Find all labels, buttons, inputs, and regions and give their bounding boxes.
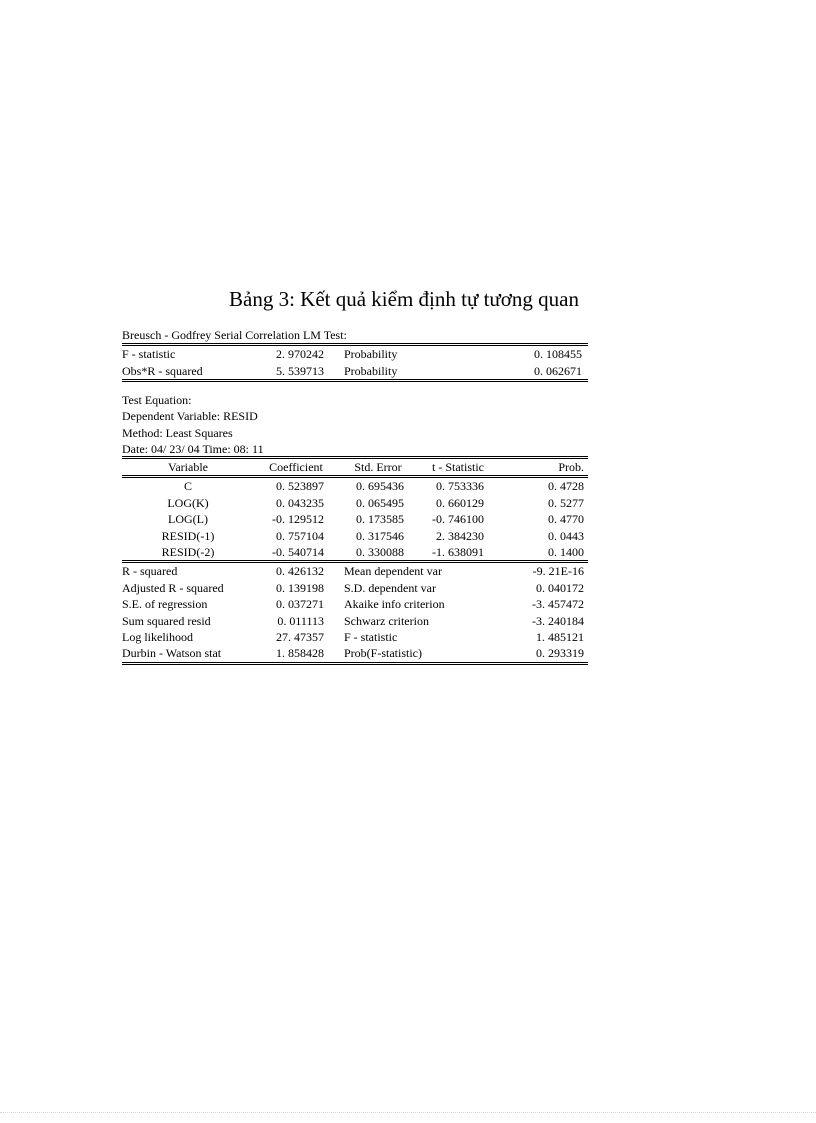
page-edge-divider — [0, 1112, 816, 1113]
table-cell: 0. 4728 — [548, 479, 584, 494]
table-cell: 0. 523897 — [276, 479, 324, 494]
table-row — [122, 528, 588, 544]
table-cell: 2. 384230 — [436, 528, 484, 543]
stat-value: 0. 293319 — [536, 646, 584, 661]
table-row — [122, 580, 588, 596]
stat-value: 2. 970242 — [276, 347, 324, 362]
stat-value: 0. 011113 — [277, 613, 324, 628]
variable-name: LOG(L) — [168, 512, 208, 527]
stat-label: Prob(F-statistic) — [344, 646, 422, 661]
regression-stats — [122, 563, 588, 661]
table-row — [122, 544, 588, 560]
stat-value: 0. 426132 — [276, 564, 324, 579]
table-row — [122, 346, 588, 362]
equation-line: Test Equation: — [122, 393, 192, 407]
stat-value: -3. 240184 — [532, 613, 584, 628]
lm-test-block — [122, 327, 588, 382]
table-row — [122, 363, 588, 379]
table-row — [122, 478, 588, 494]
table-title: Bảng 3: Kết quả kiểm định tự tương quan — [229, 287, 579, 311]
table-cell: 0. 4770 — [548, 512, 584, 527]
stat-value: 5. 539713 — [276, 363, 324, 378]
coefficient-table — [122, 456, 588, 665]
stat-label: Log likelihood — [122, 629, 193, 644]
prob-label: Probability — [344, 363, 398, 378]
table-cell: 0. 1400 — [548, 544, 584, 559]
table-cell: 0. 660129 — [436, 495, 484, 510]
stat-label: Sum squared resid — [122, 613, 211, 628]
equation-line: Dependent Variable: RESID — [122, 409, 258, 424]
column-header: Std. Error — [354, 460, 402, 474]
table-row — [122, 596, 588, 612]
stat-label: F - statistic — [122, 347, 176, 362]
equation-info — [122, 392, 588, 458]
variable-name: LOG(K) — [167, 495, 209, 510]
table-row — [122, 495, 588, 511]
stat-value: 0. 037271 — [276, 597, 324, 612]
table-cell: -0. 746100 — [432, 512, 484, 527]
table-cell: 0. 757104 — [276, 528, 324, 543]
table-cell: -1. 638091 — [432, 544, 484, 559]
stat-value: 27. 47357 — [276, 629, 324, 644]
table-row — [122, 563, 588, 579]
table-cell: 0. 065495 — [356, 495, 404, 510]
variable-name: RESID(-1) — [161, 528, 215, 543]
stat-label: S.D. dependent var — [344, 580, 436, 595]
table-cell: 0. 043235 — [276, 495, 324, 510]
table-cell: 0. 695436 — [356, 479, 404, 494]
table-row — [122, 629, 588, 645]
table-cell: 0. 0443 — [548, 528, 584, 543]
variable-name: C — [183, 479, 192, 494]
prob-value: 0. 108455 — [534, 347, 582, 362]
stat-label: Akaike info criterion — [344, 597, 445, 612]
stat-label: Obs*R - squared — [122, 363, 203, 378]
lm-test-heading: Breusch - Godfrey Serial Correlation LM Test: — [122, 328, 347, 342]
stat-label: Durbin - Watson stat — [122, 646, 222, 661]
table-cell: 0. 5277 — [548, 495, 584, 510]
table-cell: 0. 330088 — [356, 544, 404, 559]
table-cell: 0. 173585 — [356, 512, 404, 527]
table-row — [122, 511, 588, 527]
coefficient-rows — [122, 478, 588, 560]
table-cell: -0. 129512 — [272, 512, 324, 527]
stat-value: 0. 139198 — [276, 580, 324, 595]
stat-label: R - squared — [122, 564, 178, 579]
prob-value: 0. 062671 — [534, 363, 582, 378]
stat-label: Mean dependent var — [344, 564, 442, 579]
prob-label: Probability — [344, 347, 398, 362]
stat-label: F - statistic — [344, 629, 398, 644]
table-cell: 0. 317546 — [356, 528, 404, 543]
stat-label: Schwarz criterion — [344, 613, 429, 628]
column-header: Coefficient — [269, 460, 323, 474]
stat-value: -3. 457472 — [532, 597, 584, 612]
stat-value: 0. 040172 — [536, 580, 584, 595]
stat-label: S.E. of regression — [122, 597, 208, 612]
variable-name: RESID(-2) — [161, 544, 215, 559]
stat-label: Adjusted R - squared — [122, 580, 224, 595]
table-cell: -0. 540714 — [272, 544, 324, 559]
column-header: Prob. — [558, 460, 584, 474]
column-header: Variable — [168, 460, 208, 474]
table-row — [122, 613, 588, 629]
stat-value: -9. 21E-16 — [532, 564, 584, 579]
column-header: t - Statistic — [432, 460, 484, 474]
table-row — [122, 645, 588, 661]
stat-value: 1. 858428 — [276, 646, 324, 661]
table-header-row — [122, 459, 588, 475]
divider — [122, 662, 588, 665]
equation-line: Method: Least Squares — [122, 425, 233, 440]
table-cell: 0. 753336 — [436, 479, 484, 494]
equation-line: Date: 04/ 23/ 04 Time: 08: 11 — [122, 442, 264, 457]
stat-value: 1. 485121 — [536, 629, 584, 644]
divider — [122, 379, 588, 382]
